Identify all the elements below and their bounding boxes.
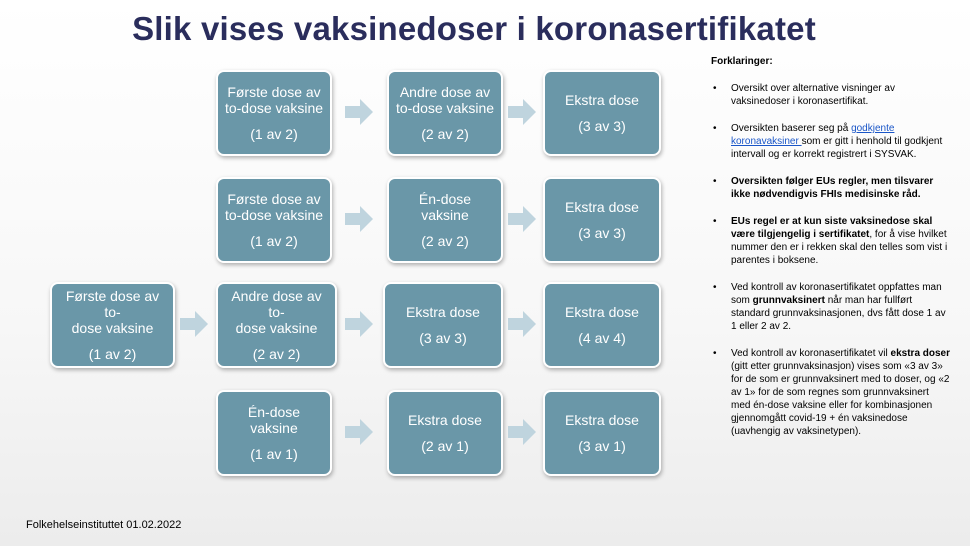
page-title: Slik vises vaksinedoser i koronasertifikatet <box>132 10 816 47</box>
bullet-icon: • <box>713 282 717 293</box>
explanation-item <box>711 82 951 108</box>
box-count: (3 av 3) <box>578 118 626 134</box>
explanation-item <box>711 122 951 161</box>
dose-box <box>383 282 503 368</box>
box-count: (4 av 4) <box>578 330 626 346</box>
arrow-right-icon <box>508 99 536 125</box>
box-count: (2 av 2) <box>421 233 469 249</box>
box-label: to-dose vaksine <box>224 100 324 116</box>
dose-box <box>543 70 661 156</box>
arrow-right-icon <box>508 419 536 445</box>
explanation-text: Oversikten følger EUs regler, men tilsvarer ikke nødvendigvis FHIs medisinske råd. <box>731 176 934 200</box>
bullet-icon: • <box>713 176 717 187</box>
explanation-text: når man har fullført standard grunnvaksinasjonen, dvs fått dose 1 av 1 eller 2 av 2. <box>731 295 946 332</box>
explanation-item <box>711 347 951 438</box>
box-count: (3 av 3) <box>578 225 626 241</box>
box-count: (1 av 1) <box>250 446 298 462</box>
box-count: (1 av 2) <box>250 233 298 249</box>
explanation-text: Oversikten baserer seg på <box>731 123 852 134</box>
box-label: Ekstra dose <box>565 412 639 428</box>
box-count: (1 av 2) <box>88 346 137 362</box>
dose-box <box>543 177 661 263</box>
box-count: (3 av 3) <box>419 330 467 346</box>
box-label: Én-dose vaksine <box>247 404 301 436</box>
bullet-icon: • <box>713 348 717 359</box>
box-label: Ekstra dose <box>565 304 639 320</box>
box-label: Første dose av to- <box>65 288 160 320</box>
explanations-panel <box>711 55 951 452</box>
explanation-text: , for å vise hvilket nummer den er i rekken skal den telles som vist i parentes i boksene. <box>731 229 948 266</box>
dose-box <box>387 177 503 263</box>
box-label: to-dose vaksine <box>224 207 324 223</box>
box-label: Ekstra dose <box>565 199 639 215</box>
box-count: (3 av 1) <box>578 438 626 454</box>
arrow-right-icon <box>508 206 536 232</box>
dose-box <box>543 390 661 476</box>
box-label: Én-dose vaksine <box>418 191 472 223</box>
box-label: Første dose av <box>227 191 321 207</box>
explanation-text: som er gitt i henhold til godkjent intervall og er korrekt registrert i SYSVAK. <box>731 136 943 160</box>
arrow-right-icon <box>345 99 373 125</box>
arrow-right-icon <box>180 311 208 337</box>
box-label: to-dose vaksine <box>395 100 495 116</box>
explanation-item <box>711 215 951 267</box>
dose-box <box>387 390 503 476</box>
explanation-item <box>711 281 951 333</box>
explanations-title: Forklaringer: <box>711 56 773 67</box>
box-count: (2 av 1) <box>421 438 469 454</box>
box-label: Ekstra dose <box>408 412 482 428</box>
box-label: Ekstra dose <box>406 304 480 320</box>
box-label: dose vaksine <box>235 320 318 336</box>
explanation-item <box>711 175 951 201</box>
box-label: dose vaksine <box>71 320 154 336</box>
arrow-right-icon <box>345 419 373 445</box>
footer-credit: Folkehelseinstituttet 01.02.2022 <box>26 519 182 531</box>
arrow-right-icon <box>345 206 373 232</box>
dose-box <box>216 390 332 476</box>
explanation-text: Ved kontroll av koronasertifikatet oppfattes man som <box>731 282 942 306</box>
approved-vaccines-link[interactable]: godkjente koronavaksiner <box>731 123 895 147</box>
bullet-icon: • <box>713 123 717 134</box>
box-label: Ekstra dose <box>565 92 639 108</box>
arrow-right-icon <box>345 311 373 337</box>
explanations-list <box>711 82 951 438</box>
dose-box <box>216 282 337 368</box>
explanation-text: EUs regel er at kun siste vaksinedose skal være tilgjengelig i sertifikatet <box>731 216 933 240</box>
box-count: (2 av 2) <box>421 126 469 142</box>
box-label: Første dose av <box>227 84 321 100</box>
explanation-text: grunnvaksinert <box>752 295 825 306</box>
dose-box <box>216 70 332 156</box>
explanation-text: (gitt etter grunnvaksinasjon) vises som «3 av 3» for de som er grunnvaksinert med to doser, og «2 av 1» for de som regnes som grunnvaksinert med én-dose vaksine eller for kombinasjonen gjennomgått covid-19 + én vaksinedose (uavhengig av vaksinetypen). <box>731 361 950 437</box>
explanation-text: ekstra doser <box>890 348 951 359</box>
box-count: (1 av 2) <box>250 126 298 142</box>
dose-box <box>216 177 332 263</box>
box-label: Andre dose av <box>399 84 491 100</box>
dose-box <box>387 70 503 156</box>
box-label: Andre dose av to- <box>231 288 322 320</box>
bullet-icon: • <box>713 216 717 227</box>
dose-box <box>50 282 175 368</box>
explanation-text: Oversikt over alternative visninger av vaksinedoser i koronasertifikat. <box>731 83 895 107</box>
explanation-text: Ved kontroll av koronasertifikatet vil <box>731 348 891 359</box>
dose-box <box>543 282 661 368</box>
arrow-right-icon <box>508 311 536 337</box>
bullet-icon: • <box>713 83 717 94</box>
box-count: (2 av 2) <box>252 346 301 362</box>
